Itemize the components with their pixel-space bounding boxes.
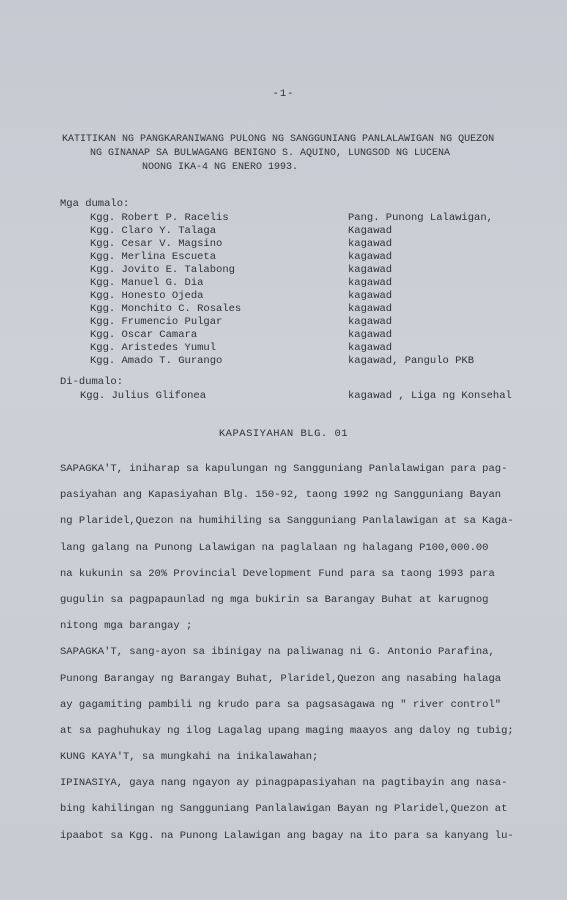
- attendee-position: kagawad: [348, 277, 393, 289]
- attendee-name: Kgg. Robert P. Racelis: [90, 212, 229, 224]
- resolution-heading: KAPASIYAHAN BLG. 01: [218, 428, 349, 440]
- attendee-name: Kgg. Monchito C. Rosales: [90, 303, 242, 315]
- attendee-position: kagawad: [348, 316, 393, 328]
- attendee-name: Kgg. Claro Y. Talaga: [90, 225, 217, 237]
- title-line: NOONG IKA-4 NG ENERO 1993.: [142, 162, 299, 173]
- body-line: ng Plaridel,Quezon na humihiling sa Sangguniang Panlalawigan at sa Kaga-: [60, 515, 514, 528]
- attendee-position: kagawad: [348, 264, 393, 276]
- present-label: Mga dumalo:: [60, 198, 130, 210]
- attendee-position: kagawad: [348, 329, 393, 341]
- resolution-body: [60, 456, 522, 849]
- body-line: SAPAGKA'T, iniharap sa kapulungan ng Sangguniang Panlalawigan para pag-: [60, 463, 508, 475]
- attendee-name: Kgg. Oscar Camara: [90, 329, 198, 341]
- body-line: gugulin sa pagpapaunlad ng mga bukirin sa Barangay Buhat at karugnog: [60, 593, 489, 606]
- body-line: KUNG KAYA'T, sa mungkahi na inikalawahan;: [60, 751, 319, 764]
- body-line: pasiyahan ang Kapasiyahan Blg. 150-92, taong 1992 ng Sangguniang Bayan: [60, 489, 502, 502]
- title-line: NG GINANAP SA BULWAGANG BENIGNO S. AQUINO, LUNGSOD NG LUCENA: [90, 148, 451, 159]
- attendee-row: [0, 342, 567, 355]
- attendee-position: kagawad: [348, 251, 393, 263]
- attendee-row: [0, 277, 567, 290]
- body-line: lang galang na Punong Lalawigan na paglalaan ng halagang P100,000.00: [60, 541, 489, 554]
- attendee-row: [0, 316, 567, 329]
- attendee-name: Kgg. Frumencio Pulgar: [90, 316, 223, 328]
- attendee-position: kagawad: [348, 290, 393, 302]
- attendee-row: [0, 290, 567, 303]
- attendee-row: [0, 303, 567, 316]
- page-number: -1-: [272, 88, 295, 100]
- body-line: na kukunin sa 20% Provincial Development Fund para sa taong 1993 para: [60, 567, 495, 580]
- attendee-name: Kgg. Jovito E. Talabong: [90, 264, 235, 276]
- attendee-name: Kgg. Honesto Ojeda: [90, 290, 204, 302]
- absentee-name: Kgg. Julius Glifonea: [80, 390, 207, 402]
- attendee-row: [0, 264, 567, 277]
- body-line: Punong Barangay ng Barangay Buhat, Plaridel,Quezon ang nasabing halaga: [60, 672, 502, 685]
- attendee-row: [0, 329, 567, 342]
- body-line: IPINASIYA, gaya nang ngayon ay pinagpapasiyahan na pagtibayin ang nasa-: [60, 777, 508, 790]
- absentee-row: [0, 390, 567, 403]
- absentee-position: kagawad , Liga ng Konsehal: [348, 390, 512, 402]
- attendee-name: Kgg. Manuel G. Dia: [90, 277, 204, 289]
- absent-label: Di-dumalo:: [60, 376, 124, 388]
- attendee-row: [0, 238, 567, 251]
- attendee-name: Kgg. Aristedes Yumul: [90, 342, 217, 354]
- attendee-name: Kgg. Amado T. Gurango: [90, 355, 223, 367]
- attendee-row: [0, 251, 567, 264]
- attendee-position: Pang. Punong Lalawigan,: [348, 212, 493, 224]
- body-line: nitong mga barangay ;: [60, 620, 193, 633]
- attendee-position: kagawad: [348, 303, 393, 315]
- attendee-row: [0, 355, 567, 368]
- attendee-row: [0, 225, 567, 238]
- attendee-name: Kgg. Cesar V. Magsino: [90, 238, 223, 250]
- attendee-row: [0, 212, 567, 225]
- body-line: at sa paghuhukay ng ilog Lagalag upang maging maayos ang daloy ng tubig;: [60, 724, 514, 737]
- attendee-position: Kagawad: [348, 225, 393, 237]
- body-line: bing kahilingan ng Sangguniang Panlalawigan Bayan ng Plaridel,Quezon at: [60, 803, 508, 816]
- attendee-position: kagawad: [348, 238, 393, 250]
- document-title: [62, 133, 532, 175]
- attendee-position: kagawad, Pangulo PKB: [348, 355, 475, 367]
- title-line: KATITIKAN NG PANGKARANIWANG PULONG NG SANGGUNIANG PANLALAWIGAN NG QUEZON: [62, 134, 495, 145]
- body-line: SAPAGKA'T, sang-ayon sa ibinigay na paliwanag ni G. Antonio Parafina,: [60, 646, 495, 659]
- attendee-position: kagawad: [348, 342, 393, 354]
- body-line: ay gagamiting pambili ng krudo para sa pagsasagawa ng " river control": [60, 698, 502, 711]
- body-line: ipaabot sa Kgg. na Punong Lalawigan ang bagay na ito para sa kanyang lu-: [60, 829, 514, 842]
- attendee-name: Kgg. Merlina Escueta: [90, 251, 217, 263]
